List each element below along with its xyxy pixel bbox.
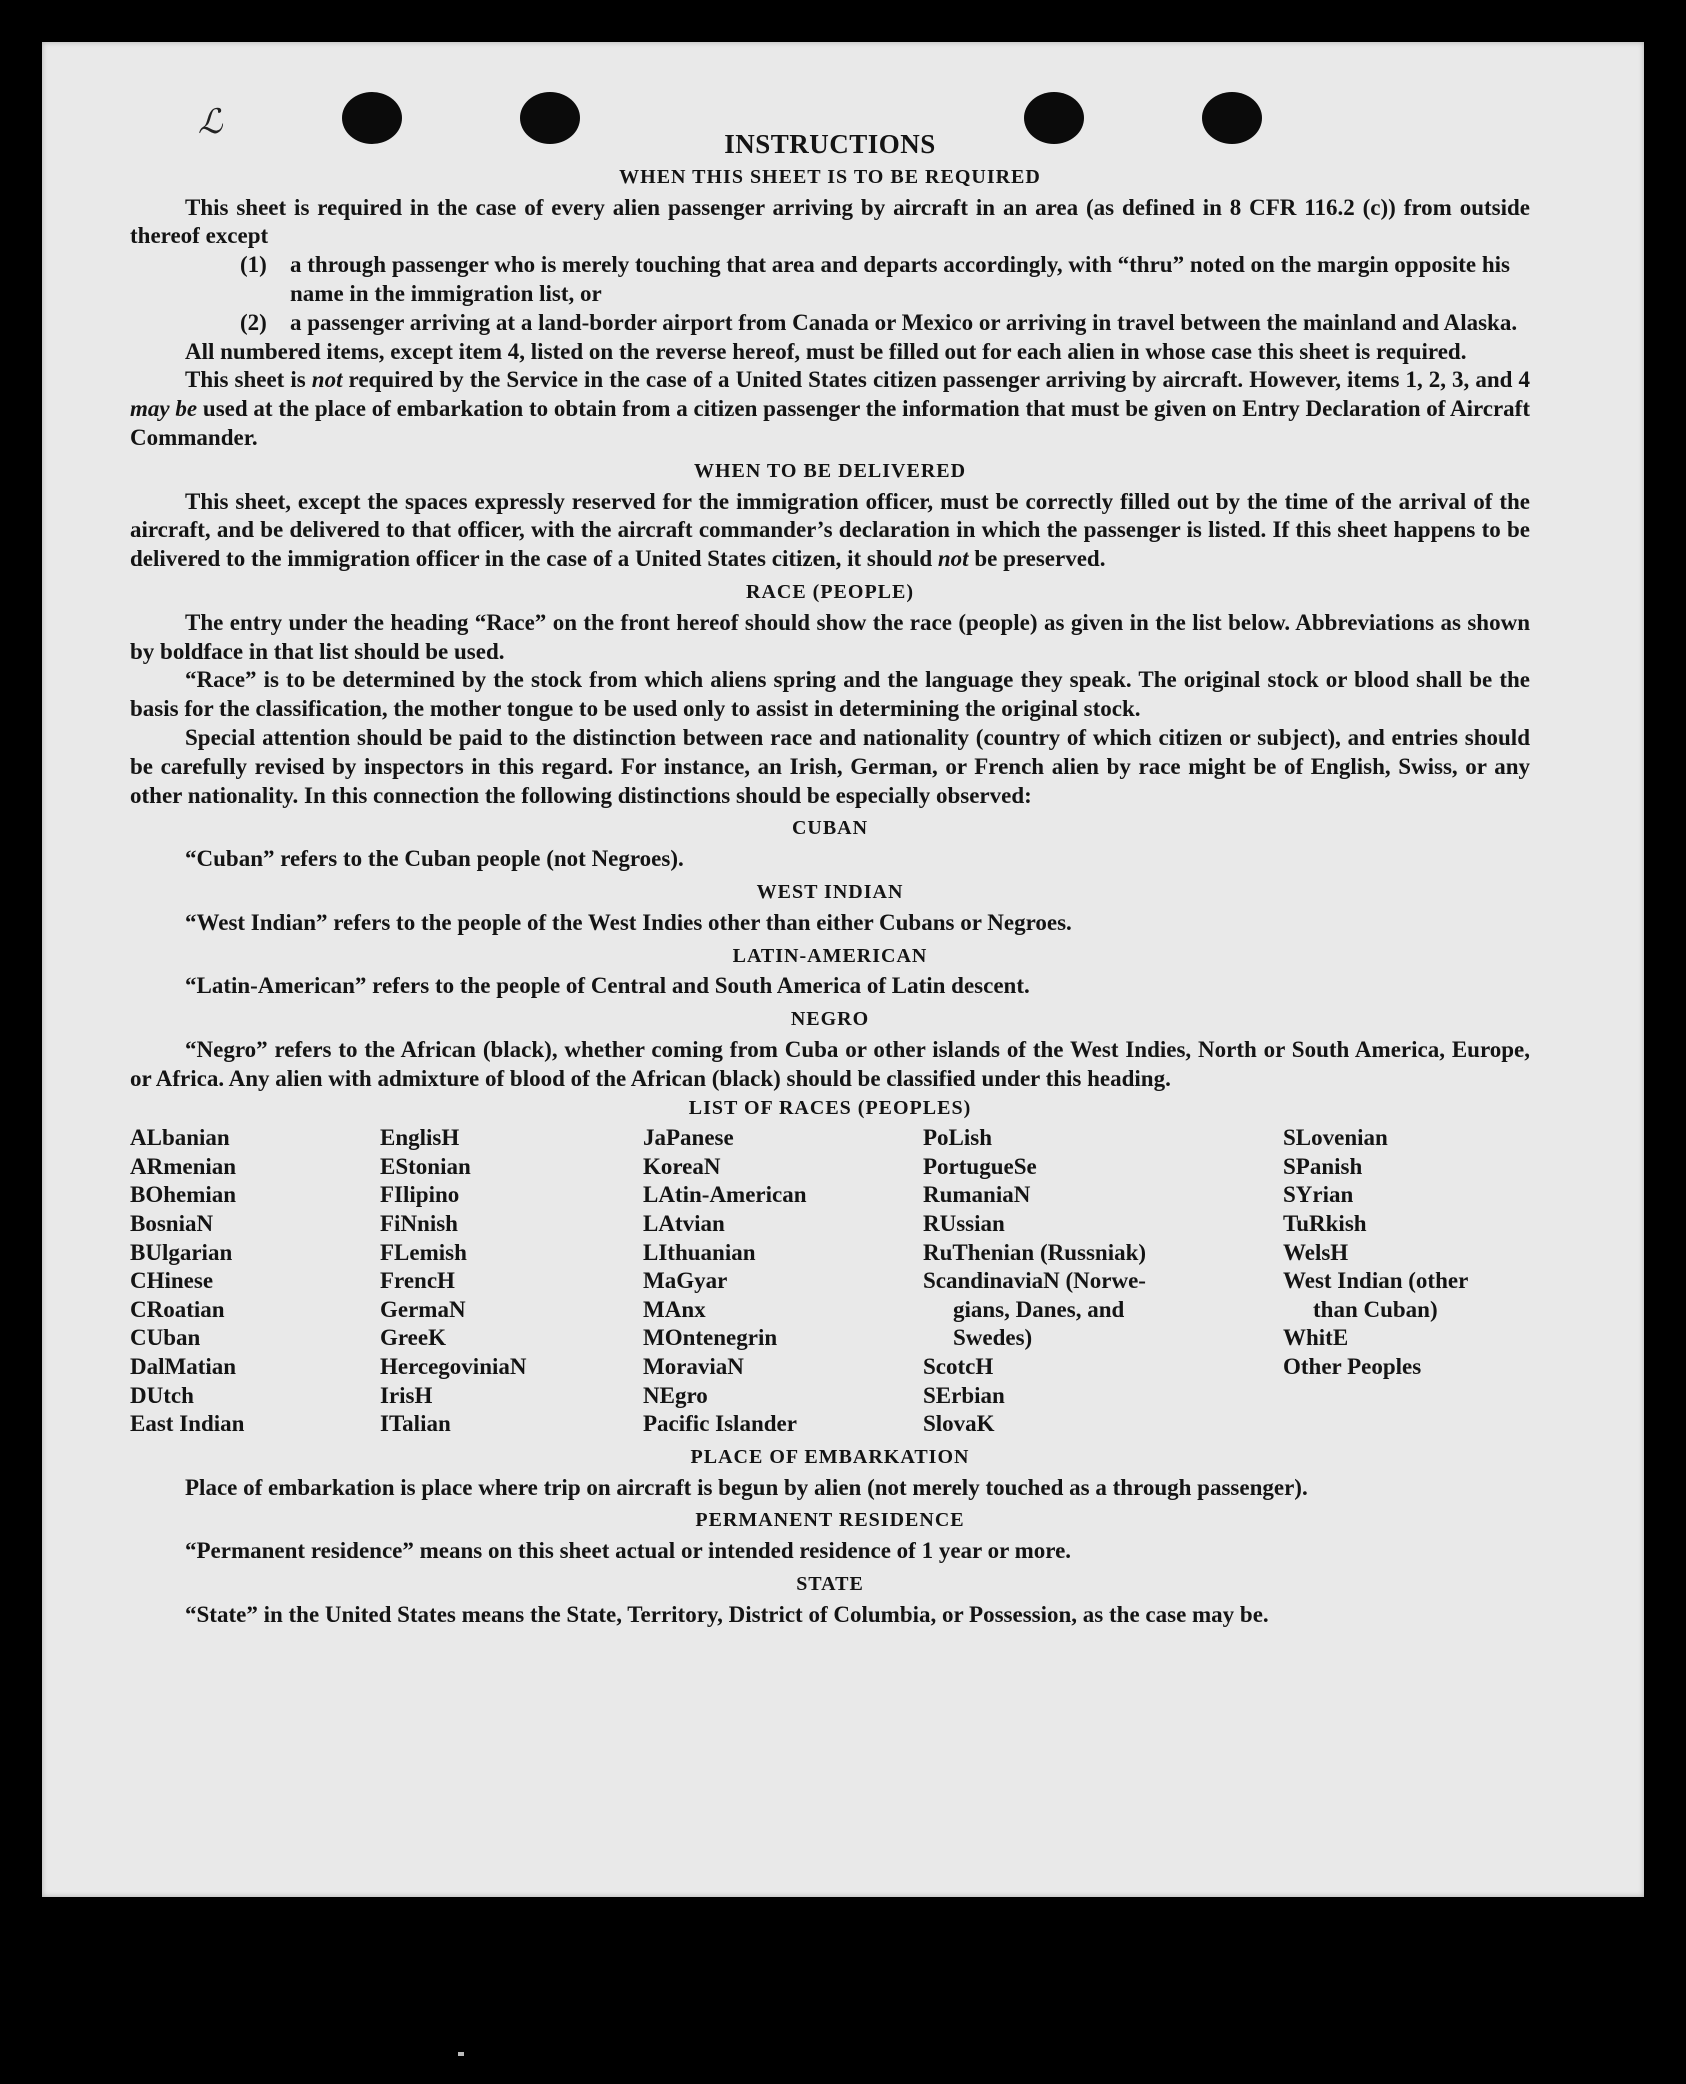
italic-span: not xyxy=(311,367,343,393)
race-entry: FIlipino xyxy=(380,1182,460,1208)
race-entry: FrencH xyxy=(380,1268,455,1294)
race-list xyxy=(130,1124,1530,1439)
instructions-content xyxy=(130,130,1530,1630)
race-entry: GreeK xyxy=(380,1325,446,1351)
race-entry: MOntenegrin xyxy=(643,1325,778,1351)
race-entry: LAtvian xyxy=(643,1211,725,1237)
document-sheet xyxy=(42,42,1644,1897)
race-column xyxy=(923,1124,1283,1439)
page-title: INSTRUCTIONS xyxy=(724,129,936,159)
race-entry: CRoatian xyxy=(130,1296,225,1322)
state-definition: “State” in the United States means the State, Territory, District of Columbia, or Possession, as the case may be. xyxy=(185,1601,1269,1627)
race-entry: MaGyar xyxy=(643,1268,728,1294)
race-entry: IrisH xyxy=(380,1382,433,1408)
cuban-definition: “Cuban” refers to the Cuban people (not Negroes). xyxy=(185,846,684,872)
race-entry: BOhemian xyxy=(130,1182,237,1208)
residence-definition: “Permanent residence” means on this sheet actual or intended residence of 1 year or more. xyxy=(185,1538,1072,1564)
race-entry: ScandinaviaN (Norwe- xyxy=(923,1268,1146,1294)
race-entry: SlovaK xyxy=(923,1411,995,1437)
heading-state: STATE xyxy=(796,1573,864,1596)
item-number: (2) xyxy=(240,309,267,335)
race-entry: KoreaN xyxy=(643,1153,721,1179)
race-entry: FLemish xyxy=(380,1239,467,1265)
text-span: This sheet, except the spaces expressly reserved for the immigration officer, must be correctly filled out by the time of the arrival of the aircraft, and be delivered to that officer, with the aircraft commander’s declaration in which the passenger is listed. If this sheet happens to be delivered to the immigration officer in the case of a United States citizen, it should xyxy=(130,488,1530,572)
heading-cuban: CUBAN xyxy=(791,817,869,840)
race-entry: JaPanese xyxy=(643,1125,734,1151)
heading-latin-american: LATIN-AMERICAN xyxy=(732,944,928,967)
race-entry: SYrian xyxy=(1283,1182,1354,1208)
race-entry: CUban xyxy=(130,1325,201,1351)
italic-span: not xyxy=(937,546,969,572)
exception-item-2 xyxy=(240,309,1530,338)
citizen-paragraph xyxy=(130,366,1530,452)
race-entry: BosniaN xyxy=(130,1211,214,1237)
race-entry: BUlgarian xyxy=(130,1239,233,1265)
when-required-intro: This sheet is required in the case of every alien passenger arriving by aircraft in an area (as defined in 8 CFR 116.2 (c)) from outside thereof except xyxy=(130,194,1530,249)
race-entry: LIthuanian xyxy=(643,1239,756,1265)
race-entry: DalMatian xyxy=(130,1354,237,1380)
race-column xyxy=(130,1124,380,1439)
race-entry: gians, Danes, and xyxy=(953,1296,1125,1322)
race-column xyxy=(643,1124,923,1439)
race-entry: ScotcH xyxy=(923,1354,994,1380)
heading-when-delivered: WHEN TO BE DELIVERED xyxy=(693,459,967,482)
when-delivered-paragraph xyxy=(130,488,1530,574)
race-entry: MoraviaN xyxy=(643,1354,744,1380)
italic-span: may be xyxy=(130,396,198,422)
race-entry: WelsH xyxy=(1283,1239,1349,1265)
item-number: (1) xyxy=(240,252,267,278)
text-span: This sheet is xyxy=(185,367,312,393)
item-text: a passenger arriving at a land-border airport from Canada or Mexico or arriving in travel between the mainland and Alaska. xyxy=(290,309,1518,335)
race-entry: RUssian xyxy=(923,1211,1005,1237)
race-entry: SPanish xyxy=(1283,1153,1363,1179)
heading-west-indian: WEST INDIAN xyxy=(756,880,904,903)
race-entry: RumaniaN xyxy=(923,1182,1031,1208)
race-entry: EStonian xyxy=(380,1153,471,1179)
race-paragraph-1: The entry under the heading “Race” on the front hereof should show the race (people) as given in the list below. Abbreviations as shown by boldface in that list should be used. xyxy=(130,609,1530,664)
race-entry: LAtin-American xyxy=(643,1182,807,1208)
heading-permanent-residence: PERMANENT RESIDENCE xyxy=(695,1509,965,1532)
exception-item-1 xyxy=(240,251,1530,309)
race-entry: MAnx xyxy=(643,1296,706,1322)
latin-american-definition: “Latin-American” refers to the people of Central and South America of Latin descent. xyxy=(185,973,1030,999)
race-entry: ITalian xyxy=(380,1411,451,1437)
heading-when-required: WHEN THIS SHEET IS TO BE REQUIRED xyxy=(619,165,1041,188)
heading-list-of-races: LIST OF RACES (PEOPLES) xyxy=(688,1096,972,1119)
race-entry: HercegoviniaN xyxy=(380,1354,527,1380)
race-entry: SLovenian xyxy=(1283,1125,1388,1151)
text-span: used at the place of embarkation to obtain from a citizen passenger the information that must be given on Entry Declaration of Aircraft Commander. xyxy=(130,396,1531,450)
race-entry: CHinese xyxy=(130,1268,214,1294)
race-entry: GermaN xyxy=(380,1296,466,1322)
race-column xyxy=(1283,1124,1530,1439)
race-entry: Other Peoples xyxy=(1283,1354,1422,1380)
race-entry: NEgro xyxy=(643,1382,708,1408)
numbered-items-paragraph: All numbered items, except item 4, listed on the reverse hereof, must be filled out for each alien in whose case this sheet is required. xyxy=(185,338,1467,364)
text-span: required by the Service in the case of a United States citizen passenger arriving by aircraft. However, items 1, 2, 3, and 4 xyxy=(342,367,1530,393)
race-entry: Pacific Islander xyxy=(643,1411,797,1437)
heading-negro: NEGRO xyxy=(790,1008,870,1031)
race-paragraph-3: Special attention should be paid to the distinction between race and nationality (country of which citizen or subject), and entries should be carefully revised by inspectors in this regard. For instance, an Irish, German, or French alien by race might be of English, Swiss, or any other nationality. In this connection the following distinctions should be especially observed: xyxy=(130,724,1530,808)
handwritten-margin-mark: ℒ xyxy=(198,104,223,141)
race-entry: FiNnish xyxy=(380,1211,458,1237)
race-entry: ALbanian xyxy=(130,1125,230,1151)
race-entry: TuRkish xyxy=(1283,1211,1367,1237)
race-entry: EnglisH xyxy=(380,1125,460,1151)
item-text: a through passenger who is merely touching that area and departs accordingly, with “thru” noted on the margin opposite his name in the immigration list, or xyxy=(290,252,1510,306)
race-entry: East Indian xyxy=(130,1411,245,1437)
embarkation-definition: Place of embarkation is place where trip on aircraft is begun by alien (not merely touched as a through passenger). xyxy=(185,1474,1308,1500)
race-entry: RuThenian (Russniak) xyxy=(923,1239,1147,1265)
text-span: be preserved. xyxy=(968,546,1106,572)
race-entry: Swedes) xyxy=(953,1325,1033,1351)
race-paragraph-2: “Race” is to be determined by the stock from which aliens spring and the language they speak. The original stock or blood shall be the basis for the classification, the mother tongue to be used only to assist in determining the original stock. xyxy=(130,667,1530,722)
race-entry: West Indian (other xyxy=(1283,1268,1469,1294)
race-entry: DUtch xyxy=(130,1382,194,1408)
race-entry: PortugueSe xyxy=(923,1153,1037,1179)
race-entry: WhitE xyxy=(1283,1325,1349,1351)
heading-race: RACE (PEOPLE) xyxy=(746,580,914,603)
race-entry: SErbian xyxy=(923,1382,1005,1408)
west-indian-definition: “West Indian” refers to the people of the West Indies other than either Cubans or Negroes. xyxy=(185,909,1072,935)
race-entry: ARmenian xyxy=(130,1153,237,1179)
race-entry: PoLish xyxy=(923,1125,993,1151)
race-entry: than Cuban) xyxy=(1313,1296,1438,1322)
negro-definition: “Negro” refers to the African (black), whether coming from Cuba or other islands of the West Indies, North or South America, Europe, or Africa. Any alien with admixture of blood of the African (black) should be classified under this heading. xyxy=(130,1036,1530,1091)
race-column xyxy=(380,1124,643,1439)
scan-speck xyxy=(458,2052,464,2056)
heading-embarkation: PLACE OF EMBARKATION xyxy=(690,1445,970,1468)
